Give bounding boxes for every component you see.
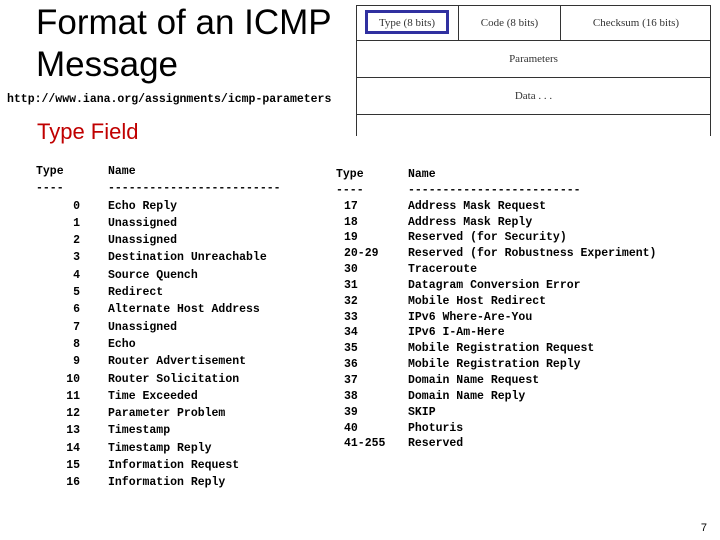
type-name-cell: Echo Reply (108, 199, 178, 213)
type-name-cell: Destination Unreachable (108, 251, 267, 265)
type-code-cell: 2 (73, 234, 80, 248)
header-row-1 (357, 6, 710, 41)
type-code-cell: 9 (73, 355, 80, 369)
type-code-cell: 15 (66, 459, 80, 473)
type-code-cell: 16 (66, 476, 80, 490)
slide-title-line-2: Message (36, 45, 179, 84)
type-code-cell: 34 (344, 326, 358, 340)
type-field-label: Type (8 bits) (378, 17, 436, 29)
parameters-field-label: Parameters (509, 53, 558, 65)
table-header-type: Type (336, 168, 364, 181)
code-field-label: Code (8 bits) (480, 17, 539, 29)
type-code-cell: 41-255 (344, 437, 386, 451)
type-code-cell: 37 (344, 373, 358, 387)
table-separator-type: ---- (36, 182, 64, 196)
type-code-cell: 5 (73, 286, 80, 300)
type-code-cell: 31 (344, 278, 358, 292)
type-code-cell: 17 (344, 199, 358, 213)
table-separator-name: ------------------------- (108, 182, 281, 196)
type-code-cell: 1 (73, 216, 80, 230)
type-name-cell: Router Advertisement (108, 355, 247, 369)
parameters-field-cell (357, 41, 710, 77)
page-number: 7 (700, 522, 707, 534)
data-field-cell (357, 78, 710, 114)
data-field-label: Data . . . (514, 90, 553, 102)
type-name-cell: SKIP (408, 405, 436, 419)
type-field-highlight (365, 10, 449, 34)
table-header-name: Name (408, 168, 436, 181)
type-name-cell: Unassigned (108, 320, 178, 334)
type-name-cell: Echo (108, 337, 136, 351)
type-code-cell: 12 (66, 407, 80, 421)
type-code-cell: 10 (66, 372, 80, 386)
type-name-cell: Timestamp (108, 424, 171, 438)
checksum-field-cell (560, 6, 711, 40)
type-code-cell: 19 (344, 231, 358, 245)
slide-title (36, 2, 332, 86)
type-name-cell: Mobile Host Redirect (408, 294, 547, 308)
reference-url[interactable]: http://www.iana.org/assignments/icmp-parameters (7, 93, 332, 106)
type-name-cell: Address Mask Request (408, 199, 547, 213)
type-code-cell: 3 (73, 251, 80, 265)
type-code-cell: 35 (344, 342, 358, 356)
type-code-cell: 20-29 (344, 247, 379, 261)
type-code-cell: 39 (344, 405, 358, 419)
type-code-cell: 30 (344, 263, 358, 277)
type-field-heading: Type Field (37, 119, 139, 144)
type-code-cell: 18 (344, 215, 358, 229)
type-name-cell: Domain Name Reply (408, 389, 526, 403)
header-row-2 (357, 41, 710, 78)
type-name-cell: Reserved (for Security) (408, 231, 567, 245)
type-name-cell: Parameter Problem (108, 407, 226, 421)
type-name-cell: Timestamp Reply (108, 441, 212, 455)
table-header-type: Type (36, 165, 64, 178)
type-name-cell: IPv6 I-Am-Here (408, 326, 505, 340)
type-name-cell: Domain Name Request (408, 373, 540, 387)
checksum-field-label: Checksum (16 bits) (592, 17, 680, 29)
table-separator-type: ---- (336, 183, 364, 197)
slide-title-line-1: Format of an ICMP (36, 3, 332, 42)
type-code-cell: 13 (66, 424, 80, 438)
type-name-cell: Address Mask Reply (408, 215, 533, 229)
type-name-cell: Mobile Registration Request (408, 342, 595, 356)
type-name-cell: IPv6 Where-Are-You (408, 310, 533, 324)
code-field-cell (458, 6, 560, 40)
type-name-cell: Source Quench (108, 268, 198, 282)
type-code-cell: 11 (66, 389, 80, 403)
type-name-cell: Unassigned (108, 234, 178, 248)
type-name-cell: Information Reply (108, 476, 226, 490)
type-name-cell: Reserved (for Robustness Experiment) (408, 247, 657, 261)
type-code-cell: 32 (344, 294, 358, 308)
type-name-cell: Datagram Conversion Error (408, 278, 581, 292)
type-name-cell: Information Request (108, 459, 240, 473)
type-name-cell: Mobile Registration Reply (408, 358, 581, 372)
type-name-cell: Router Solicitation (108, 372, 240, 386)
type-code-cell: 36 (344, 358, 358, 372)
type-name-cell: Traceroute (408, 263, 478, 277)
type-code-cell: 14 (66, 441, 80, 455)
icmp-header-diagram (356, 5, 711, 136)
type-name-cell: Time Exceeded (108, 389, 198, 403)
type-code-cell: 7 (73, 320, 80, 334)
type-code-cell: 4 (73, 268, 80, 282)
table-header-name: Name (108, 165, 136, 178)
type-code-cell: 38 (344, 389, 358, 403)
type-code-cell: 8 (73, 337, 80, 351)
type-name-cell: Alternate Host Address (108, 303, 260, 317)
type-name-cell: Unassigned (108, 216, 178, 230)
type-code-cell: 6 (73, 303, 80, 317)
type-code-cell: 33 (344, 310, 358, 324)
type-name-cell: Reserved (408, 437, 464, 451)
type-name-cell: Redirect (108, 286, 164, 300)
header-row-3 (357, 78, 710, 115)
type-name-cell: Photuris (408, 421, 464, 435)
type-code-cell: 0 (73, 199, 80, 213)
table-separator-name: ------------------------- (408, 183, 581, 197)
type-code-cell: 40 (344, 421, 358, 435)
